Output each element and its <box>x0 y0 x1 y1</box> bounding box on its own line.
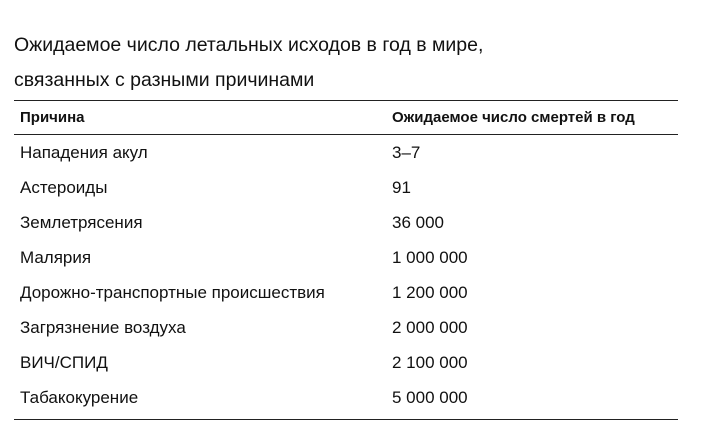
table-row <box>14 135 678 170</box>
cell-cause: Табакокурение <box>20 387 139 407</box>
table-row <box>14 380 678 415</box>
cell-deaths: 36 000 <box>392 212 444 232</box>
deaths-table <box>14 100 678 420</box>
cell-cause: Загрязнение воздуха <box>20 317 186 337</box>
cell-deaths: 3–7 <box>392 142 421 162</box>
cell-cause: Нападения акул <box>20 142 148 162</box>
cell-cause: ВИЧ/СПИД <box>20 352 108 372</box>
cell-deaths: 1 000 000 <box>392 247 468 267</box>
table-title-line-2: связанных с разными причинами <box>14 69 315 91</box>
header-cause: Причина <box>20 109 85 126</box>
table-header-row <box>14 101 678 135</box>
table-row <box>14 345 678 380</box>
cell-cause: Астероиды <box>20 177 108 197</box>
document-page <box>14 28 678 420</box>
table-title <box>14 28 678 98</box>
cell-deaths: 2 100 000 <box>392 352 468 372</box>
table-body <box>14 135 678 419</box>
table-row <box>14 205 678 240</box>
table-row <box>14 170 678 205</box>
cell-deaths: 5 000 000 <box>392 387 468 407</box>
cell-cause: Землетрясения <box>20 212 143 232</box>
cell-deaths: 2 000 000 <box>392 317 468 337</box>
table-row <box>14 275 678 310</box>
table-title-line-1: Ожидаемое число летальных исходов в год в мире, <box>14 34 484 56</box>
cell-deaths: 1 200 000 <box>392 282 468 302</box>
cell-deaths: 91 <box>392 177 411 197</box>
table-row <box>14 310 678 345</box>
table-row <box>14 240 678 275</box>
header-deaths: Ожидаемое число смертей в год <box>392 109 635 126</box>
cell-cause: Малярия <box>20 247 92 267</box>
cell-cause: Дорожно-транспортные происшествия <box>20 282 325 302</box>
